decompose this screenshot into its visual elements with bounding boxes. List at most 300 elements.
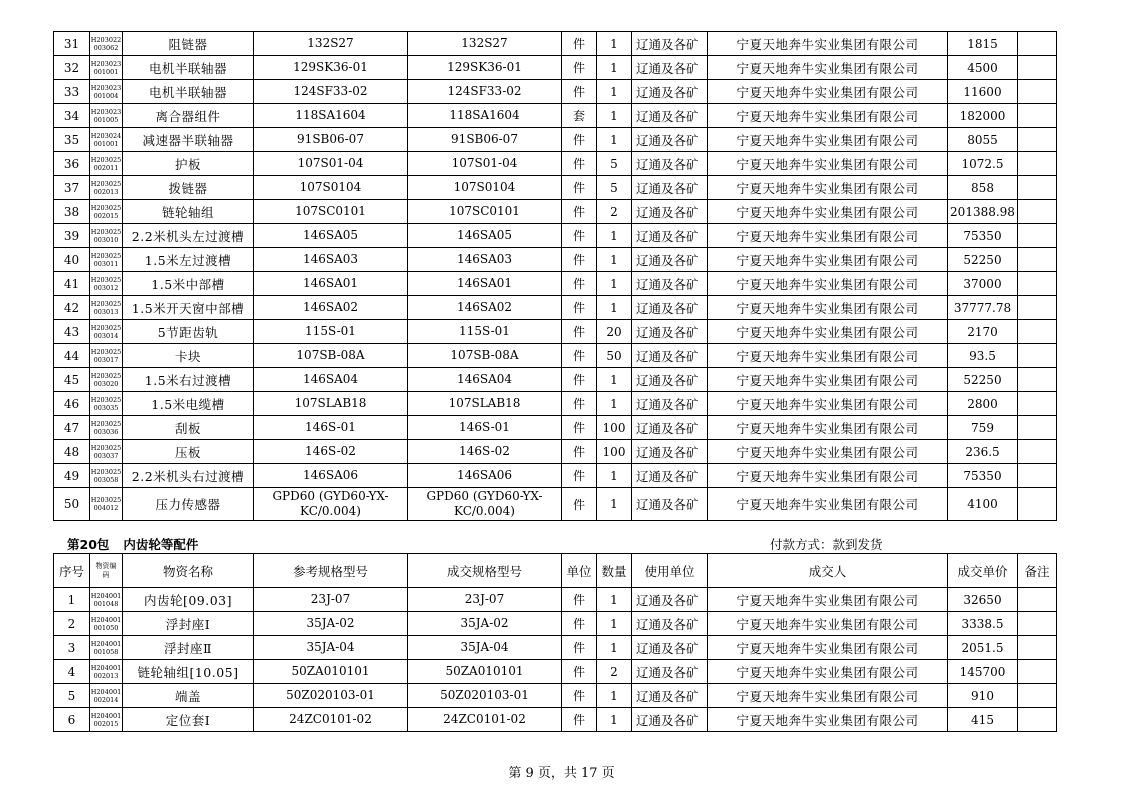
using-unit: 辽通及各矿 <box>632 32 708 56</box>
unit: 件 <box>562 488 597 521</box>
row-number: 42 <box>54 296 90 320</box>
reference-spec: 146SA01 <box>254 272 408 296</box>
table-row <box>54 684 1057 708</box>
deal-spec: 107S0104 <box>408 176 562 200</box>
material-name: 护板 <box>123 152 254 176</box>
table-row <box>54 464 1057 488</box>
header-no: 序号 <box>54 554 90 588</box>
remarks <box>1018 32 1057 56</box>
remarks <box>1018 588 1057 612</box>
reference-spec: 124SF33-02 <box>254 80 408 104</box>
material-code: H204001 002015 <box>90 708 123 732</box>
unit-price: 910 <box>948 684 1018 708</box>
unit-price: 2170 <box>948 320 1018 344</box>
material-code: H203025 003011 <box>90 248 123 272</box>
unit-price: 2051.5 <box>948 636 1018 660</box>
table-row <box>54 392 1057 416</box>
supplier: 宁夏天地奔牛实业集团有限公司 <box>708 128 948 152</box>
using-unit: 辽通及各矿 <box>632 272 708 296</box>
remarks <box>1018 152 1057 176</box>
unit: 件 <box>562 128 597 152</box>
material-code: H203025 002013 <box>90 176 123 200</box>
quantity: 1 <box>597 104 632 128</box>
material-name: 内齿轮[09.03] <box>123 588 254 612</box>
quantity: 1 <box>597 588 632 612</box>
row-number: 31 <box>54 32 90 56</box>
row-number: 5 <box>54 684 90 708</box>
unit: 件 <box>562 392 597 416</box>
reference-spec: 107S0104 <box>254 176 408 200</box>
deal-spec: 107SB-08A <box>408 344 562 368</box>
using-unit: 辽通及各矿 <box>632 248 708 272</box>
table-row <box>54 636 1057 660</box>
using-unit: 辽通及各矿 <box>632 636 708 660</box>
material-name: 1.5米开天窗中部槽 <box>123 296 254 320</box>
quantity: 1 <box>597 392 632 416</box>
row-number: 44 <box>54 344 90 368</box>
unit-price: 858 <box>948 176 1018 200</box>
supplier: 宁夏天地奔牛实业集团有限公司 <box>708 224 948 248</box>
material-code: H203024 001001 <box>90 128 123 152</box>
row-number: 39 <box>54 224 90 248</box>
using-unit: 辽通及各矿 <box>632 296 708 320</box>
remarks <box>1018 636 1057 660</box>
table-row <box>54 296 1057 320</box>
material-name: 端盖 <box>123 684 254 708</box>
row-number: 47 <box>54 416 90 440</box>
unit: 件 <box>562 272 597 296</box>
material-name: 压力传感器 <box>123 488 254 521</box>
unit: 件 <box>562 440 597 464</box>
row-number: 32 <box>54 56 90 80</box>
unit: 件 <box>562 320 597 344</box>
header-code: 物资编 码 <box>90 554 123 588</box>
table-row <box>54 32 1057 56</box>
deal-spec: 107SC0101 <box>408 200 562 224</box>
deal-spec: 35JA-04 <box>408 636 562 660</box>
material-name: 减速器半联轴器 <box>123 128 254 152</box>
material-code: H203025 002011 <box>90 152 123 176</box>
deal-spec: 35JA-02 <box>408 612 562 636</box>
deal-spec: 107SLAB18 <box>408 392 562 416</box>
material-code: H203025 003012 <box>90 272 123 296</box>
row-number: 46 <box>54 392 90 416</box>
table-row <box>54 272 1057 296</box>
row-number: 38 <box>54 200 90 224</box>
quantity: 100 <box>597 416 632 440</box>
quantity: 2 <box>597 660 632 684</box>
material-code: H203023 001005 <box>90 104 123 128</box>
material-code: H204001 001058 <box>90 636 123 660</box>
unit: 件 <box>562 224 597 248</box>
supplier: 宁夏天地奔牛实业集团有限公司 <box>708 272 948 296</box>
supplier: 宁夏天地奔牛实业集团有限公司 <box>708 416 948 440</box>
header-user: 使用单位 <box>632 554 708 588</box>
unit: 件 <box>562 56 597 80</box>
material-name: 浮封座Ⅱ <box>123 636 254 660</box>
material-code: H203025 003014 <box>90 320 123 344</box>
unit: 件 <box>562 416 597 440</box>
quantity: 1 <box>597 224 632 248</box>
supplier: 宁夏天地奔牛实业集团有限公司 <box>708 296 948 320</box>
deal-spec: 146S-02 <box>408 440 562 464</box>
header-ref-spec: 参考规格型号 <box>254 554 408 588</box>
deal-spec: 23J-07 <box>408 588 562 612</box>
table-row <box>54 588 1057 612</box>
unit-price: 93.5 <box>948 344 1018 368</box>
table-row <box>54 56 1057 80</box>
row-number: 45 <box>54 368 90 392</box>
deal-spec: 124SF33-02 <box>408 80 562 104</box>
reference-spec: 23J-07 <box>254 588 408 612</box>
row-number: 37 <box>54 176 90 200</box>
quantity: 100 <box>597 440 632 464</box>
table-row <box>54 152 1057 176</box>
reference-spec: 91SB06-07 <box>254 128 408 152</box>
using-unit: 辽通及各矿 <box>632 224 708 248</box>
remarks <box>1018 80 1057 104</box>
reference-spec: 118SA1604 <box>254 104 408 128</box>
unit: 件 <box>562 464 597 488</box>
material-code: H203025 003010 <box>90 224 123 248</box>
remarks <box>1018 708 1057 732</box>
supplier: 宁夏天地奔牛实业集团有限公司 <box>708 636 948 660</box>
material-name: 链轮轴组 <box>123 200 254 224</box>
reference-spec: 146SA03 <box>254 248 408 272</box>
reference-spec: 146S-01 <box>254 416 408 440</box>
material-code: H204001 002014 <box>90 684 123 708</box>
unit: 件 <box>562 588 597 612</box>
deal-spec: 146SA03 <box>408 248 562 272</box>
unit-price: 201388.98 <box>948 200 1018 224</box>
using-unit: 辽通及各矿 <box>632 588 708 612</box>
remarks <box>1018 416 1057 440</box>
quantity: 1 <box>597 464 632 488</box>
remarks <box>1018 128 1057 152</box>
quantity: 20 <box>597 320 632 344</box>
remarks <box>1018 684 1057 708</box>
supplier: 宁夏天地奔牛实业集团有限公司 <box>708 612 948 636</box>
material-name: 拨链器 <box>123 176 254 200</box>
unit: 件 <box>562 708 597 732</box>
unit: 件 <box>562 660 597 684</box>
supplier: 宁夏天地奔牛实业集团有限公司 <box>708 152 948 176</box>
row-number: 33 <box>54 80 90 104</box>
unit: 件 <box>562 32 597 56</box>
supplier: 宁夏天地奔牛实业集团有限公司 <box>708 200 948 224</box>
unit-price: 3338.5 <box>948 612 1018 636</box>
header-name: 物资名称 <box>123 554 254 588</box>
deal-spec: 50Z020103-01 <box>408 684 562 708</box>
supplier: 宁夏天地奔牛实业集团有限公司 <box>708 660 948 684</box>
material-name: 刮板 <box>123 416 254 440</box>
reference-spec: 24ZC0101-02 <box>254 708 408 732</box>
remarks <box>1018 224 1057 248</box>
remarks <box>1018 392 1057 416</box>
using-unit: 辽通及各矿 <box>632 368 708 392</box>
quantity: 2 <box>597 200 632 224</box>
unit: 件 <box>562 176 597 200</box>
material-code: H203025 003035 <box>90 392 123 416</box>
material-name: 阻链器 <box>123 32 254 56</box>
header-deal-spec: 成交规格型号 <box>408 554 562 588</box>
quantity: 1 <box>597 368 632 392</box>
material-name: 浮封座Ⅰ <box>123 612 254 636</box>
table-row <box>54 80 1057 104</box>
material-name: 电机半联轴器 <box>123 80 254 104</box>
material-code: H203025 003020 <box>90 368 123 392</box>
remarks <box>1018 368 1057 392</box>
table-row <box>54 368 1057 392</box>
table-row <box>54 320 1057 344</box>
quantity: 1 <box>597 248 632 272</box>
using-unit: 辽通及各矿 <box>632 80 708 104</box>
unit-price: 52250 <box>948 248 1018 272</box>
remarks <box>1018 660 1057 684</box>
row-number: 35 <box>54 128 90 152</box>
unit-price: 37777.78 <box>948 296 1018 320</box>
using-unit: 辽通及各矿 <box>632 104 708 128</box>
quantity: 1 <box>597 708 632 732</box>
using-unit: 辽通及各矿 <box>632 708 708 732</box>
using-unit: 辽通及各矿 <box>632 660 708 684</box>
unit: 件 <box>562 368 597 392</box>
material-code: H203025 003036 <box>90 416 123 440</box>
quantity: 1 <box>597 684 632 708</box>
quantity: 5 <box>597 152 632 176</box>
reference-spec: 129SK36-01 <box>254 56 408 80</box>
remarks <box>1018 440 1057 464</box>
table-row <box>54 248 1057 272</box>
unit-price: 75350 <box>948 464 1018 488</box>
material-name: 离合器组件 <box>123 104 254 128</box>
unit: 件 <box>562 344 597 368</box>
unit: 件 <box>562 612 597 636</box>
deal-spec: 146S-01 <box>408 416 562 440</box>
quantity: 1 <box>597 296 632 320</box>
unit-price: 11600 <box>948 80 1018 104</box>
quantity: 1 <box>597 56 632 80</box>
header-note: 备注 <box>1018 554 1057 588</box>
supplier: 宁夏天地奔牛实业集团有限公司 <box>708 708 948 732</box>
unit: 件 <box>562 152 597 176</box>
table-row <box>54 660 1057 684</box>
table-header-row <box>54 554 1057 588</box>
reference-spec: 146SA04 <box>254 368 408 392</box>
material-code: H203025 003017 <box>90 344 123 368</box>
remarks <box>1018 612 1057 636</box>
material-code: H203025 003037 <box>90 440 123 464</box>
material-name: 5节距齿轨 <box>123 320 254 344</box>
material-name: 卡块 <box>123 344 254 368</box>
material-code: H204001 002013 <box>90 660 123 684</box>
quantity: 50 <box>597 344 632 368</box>
unit-price: 75350 <box>948 224 1018 248</box>
reference-spec: 35JA-04 <box>254 636 408 660</box>
row-number: 2 <box>54 612 90 636</box>
unit-price: 8055 <box>948 128 1018 152</box>
deal-spec: 132S27 <box>408 32 562 56</box>
using-unit: 辽通及各矿 <box>632 416 708 440</box>
unit-price: 1815 <box>948 32 1018 56</box>
remarks <box>1018 320 1057 344</box>
supplier: 宁夏天地奔牛实业集团有限公司 <box>708 56 948 80</box>
table-row <box>54 176 1057 200</box>
package-name: 内齿轮等配件 <box>123 537 199 552</box>
unit: 件 <box>562 200 597 224</box>
supplier: 宁夏天地奔牛实业集团有限公司 <box>708 440 948 464</box>
remarks <box>1018 56 1057 80</box>
material-name: 2.2米机头右过渡槽 <box>123 464 254 488</box>
table-row <box>54 612 1057 636</box>
unit: 件 <box>562 684 597 708</box>
deal-spec: 91SB06-07 <box>408 128 562 152</box>
row-number: 6 <box>54 708 90 732</box>
remarks <box>1018 272 1057 296</box>
material-code: H203025 002015 <box>90 200 123 224</box>
using-unit: 辽通及各矿 <box>632 392 708 416</box>
unit-price: 2800 <box>948 392 1018 416</box>
material-code: H204001 001050 <box>90 612 123 636</box>
using-unit: 辽通及各矿 <box>632 684 708 708</box>
supplier: 宁夏天地奔牛实业集团有限公司 <box>708 464 948 488</box>
remarks <box>1018 464 1057 488</box>
material-name: 定位套Ⅰ <box>123 708 254 732</box>
remarks <box>1018 296 1057 320</box>
reference-spec: 35JA-02 <box>254 612 408 636</box>
supplier: 宁夏天地奔牛实业集团有限公司 <box>708 392 948 416</box>
using-unit: 辽通及各矿 <box>632 612 708 636</box>
quantity: 5 <box>597 176 632 200</box>
using-unit: 辽通及各矿 <box>632 440 708 464</box>
unit: 件 <box>562 636 597 660</box>
reference-spec: 50ZA010101 <box>254 660 408 684</box>
unit-price: 37000 <box>948 272 1018 296</box>
package-title: 第20包 <box>67 537 110 552</box>
package-heading <box>67 535 198 553</box>
remarks <box>1018 488 1057 521</box>
header-company: 成交人 <box>708 554 948 588</box>
row-number: 50 <box>54 488 90 521</box>
reference-spec: 146SA05 <box>254 224 408 248</box>
material-code: H203025 003013 <box>90 296 123 320</box>
unit-price: 4100 <box>948 488 1018 521</box>
table-row <box>54 488 1057 521</box>
reference-spec: 107SB-08A <box>254 344 408 368</box>
material-code: H203025 004012 <box>90 488 123 521</box>
remarks <box>1018 104 1057 128</box>
row-number: 1 <box>54 588 90 612</box>
reference-spec: 107SLAB18 <box>254 392 408 416</box>
row-number: 36 <box>54 152 90 176</box>
table-row <box>54 708 1057 732</box>
deal-spec: 50ZA010101 <box>408 660 562 684</box>
deal-spec: 146SA01 <box>408 272 562 296</box>
deal-spec: 24ZC0101-02 <box>408 708 562 732</box>
supplier: 宁夏天地奔牛实业集团有限公司 <box>708 684 948 708</box>
supplier: 宁夏天地奔牛实业集团有限公司 <box>708 32 948 56</box>
unit: 件 <box>562 248 597 272</box>
material-name: 1.5米电缆槽 <box>123 392 254 416</box>
page-number: 第 9 页，共 17 页 <box>508 766 615 781</box>
supplier: 宁夏天地奔牛实业集团有限公司 <box>708 104 948 128</box>
material-name: 压板 <box>123 440 254 464</box>
remarks <box>1018 344 1057 368</box>
supplier: 宁夏天地奔牛实业集团有限公司 <box>708 368 948 392</box>
material-name: 1.5米左过渡槽 <box>123 248 254 272</box>
quantity: 1 <box>597 636 632 660</box>
table-row <box>54 128 1057 152</box>
unit-price: 415 <box>948 708 1018 732</box>
deal-spec: 146SA05 <box>408 224 562 248</box>
supplier: 宁夏天地奔牛实业集团有限公司 <box>708 588 948 612</box>
unit-price: 236.5 <box>948 440 1018 464</box>
using-unit: 辽通及各矿 <box>632 344 708 368</box>
using-unit: 辽通及各矿 <box>632 56 708 80</box>
remarks <box>1018 200 1057 224</box>
row-number: 49 <box>54 464 90 488</box>
unit-price: 145700 <box>948 660 1018 684</box>
deal-spec: 129SK36-01 <box>408 56 562 80</box>
unit-price: 759 <box>948 416 1018 440</box>
payment-terms: 付款方式：款到发货 <box>770 537 883 552</box>
material-name: 1.5米中部槽 <box>123 272 254 296</box>
supplier: 宁夏天地奔牛实业集团有限公司 <box>708 320 948 344</box>
row-number: 4 <box>54 660 90 684</box>
deal-spec: 118SA1604 <box>408 104 562 128</box>
using-unit: 辽通及各矿 <box>632 488 708 521</box>
deal-spec: 107S01-04 <box>408 152 562 176</box>
supplier: 宁夏天地奔牛实业集团有限公司 <box>708 248 948 272</box>
material-code: H203022 003062 <box>90 32 123 56</box>
deal-spec: 146SA04 <box>408 368 562 392</box>
quantity: 1 <box>597 272 632 296</box>
quantity: 1 <box>597 32 632 56</box>
unit-price: 182000 <box>948 104 1018 128</box>
table-row <box>54 440 1057 464</box>
reference-spec: 115S-01 <box>254 320 408 344</box>
items-table-top <box>53 31 1057 521</box>
row-number: 40 <box>54 248 90 272</box>
unit-price: 32650 <box>948 588 1018 612</box>
supplier: 宁夏天地奔牛实业集团有限公司 <box>708 80 948 104</box>
reference-spec: 107SC0101 <box>254 200 408 224</box>
reference-spec: 146SA02 <box>254 296 408 320</box>
unit: 件 <box>562 80 597 104</box>
quantity: 1 <box>597 488 632 521</box>
material-name: 2.2米机头左过渡槽 <box>123 224 254 248</box>
unit: 件 <box>562 296 597 320</box>
reference-spec: GPD60 (GYD60-YX-KC/0.004) <box>254 488 408 521</box>
quantity: 1 <box>597 80 632 104</box>
table-row <box>54 344 1057 368</box>
material-name: 链轮轴组[10.05] <box>123 660 254 684</box>
unit: 套 <box>562 104 597 128</box>
row-number: 34 <box>54 104 90 128</box>
unit-price: 52250 <box>948 368 1018 392</box>
material-name: 电机半联轴器 <box>123 56 254 80</box>
using-unit: 辽通及各矿 <box>632 128 708 152</box>
reference-spec: 146SA06 <box>254 464 408 488</box>
row-number: 43 <box>54 320 90 344</box>
table-row <box>54 224 1057 248</box>
deal-spec: 115S-01 <box>408 320 562 344</box>
reference-spec: 107S01-04 <box>254 152 408 176</box>
reference-spec: 50Z020103-01 <box>254 684 408 708</box>
material-code: H203023 001004 <box>90 80 123 104</box>
header-price: 成交单价 <box>948 554 1018 588</box>
using-unit: 辽通及各矿 <box>632 152 708 176</box>
